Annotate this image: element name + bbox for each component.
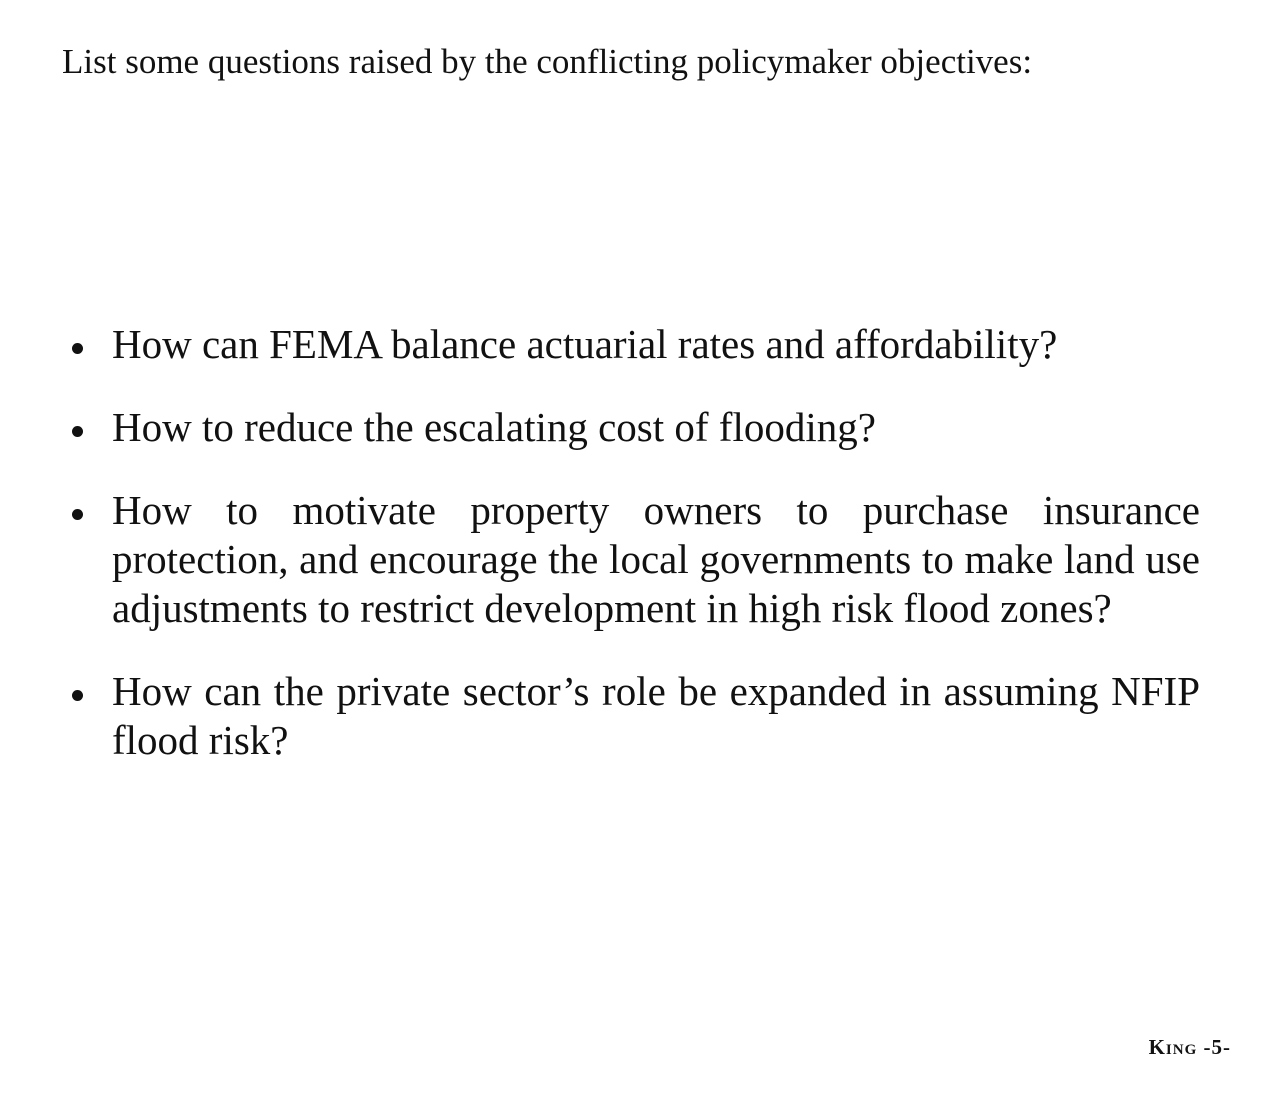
bullet-icon [72,343,83,354]
bullet-icon [72,690,83,701]
slide-title: List some questions raised by the conflicting policymaker objectives: [62,42,1033,81]
list-item [60,486,1200,633]
bullet-icon [72,426,83,437]
bullet-text: How can FEMA balance actuarial rates and affordability? [112,321,1058,367]
bullet-icon [72,509,83,520]
bullet-text: How to motivate property owners to purchase insurance protection, and encourage the local governments to make land use adjustments to restrict development in high risk flood zones? [112,487,1200,631]
bullet-text: How can the private sector’s role be expanded in assuming NFIP flood risk? [112,668,1200,763]
footer-label: King -5- [1148,1035,1231,1059]
list-item [60,667,1200,765]
list-item [60,403,1200,452]
list-item [60,320,1200,369]
bullet-text: How to reduce the escalating cost of flooding? [112,404,876,450]
question-list [60,320,1200,765]
